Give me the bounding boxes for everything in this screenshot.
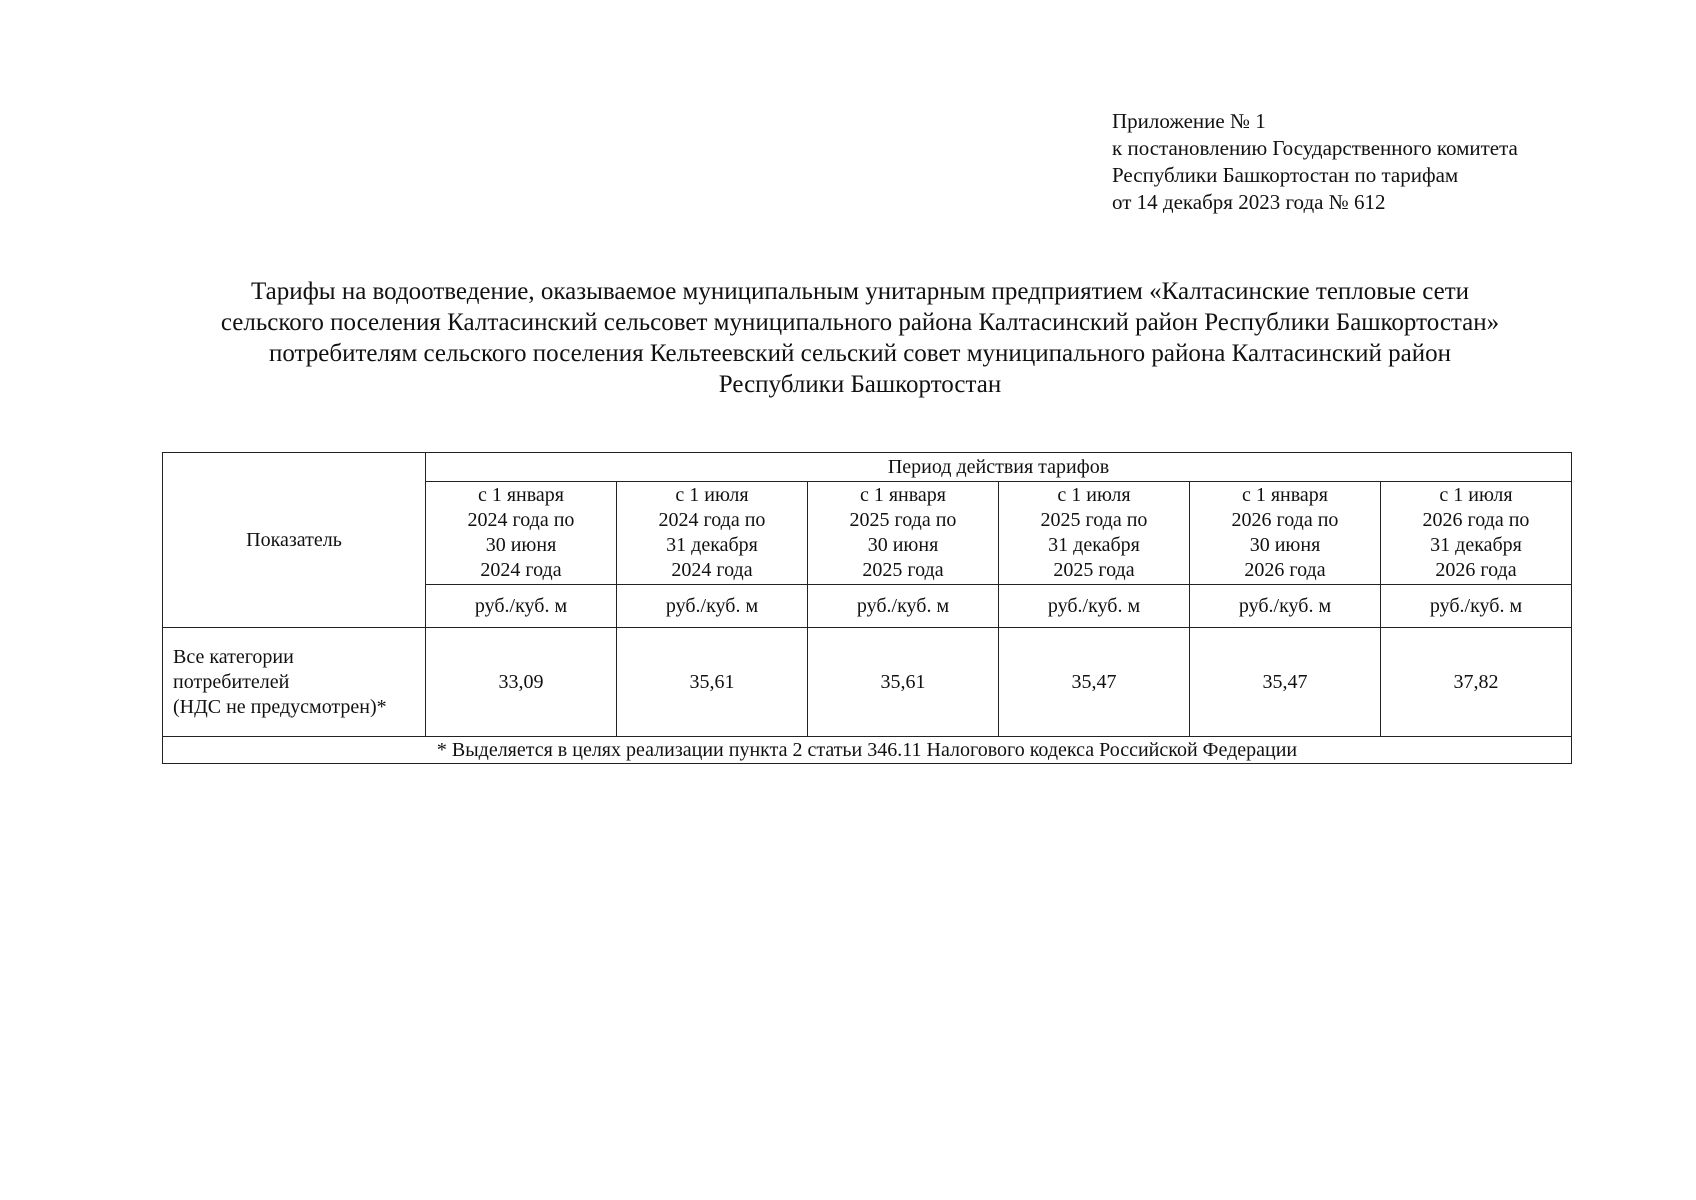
period-cell (617, 482, 808, 585)
title-line: сельского поселения Калтасинский сельсовет муниципального района Калтасинский район Республики Башкортостан» (220, 309, 1500, 336)
period-line: 2025 года (1053, 559, 1135, 581)
document-title (120, 276, 1600, 400)
appendix-line: от 14 декабря 2023 года № 612 (1112, 190, 1386, 214)
period-line: 2026 года (1435, 559, 1517, 581)
period-cell (1190, 482, 1381, 585)
tariff-value: 33,09 (426, 628, 617, 737)
indicator-header: Показатель (163, 453, 426, 628)
title-line: Республики Башкортостан (718, 371, 1002, 398)
period-line: 2025 года (862, 559, 944, 581)
tariff-value: 35,61 (617, 628, 808, 737)
title-line: Тарифы на водоотведение, оказываемое муниципальным унитарным предприятием «Калтасинские тепловые сети (250, 278, 1470, 305)
period-line: 2024 года по (467, 509, 575, 531)
period-cell (999, 482, 1190, 585)
period-line: с 1 июля (675, 484, 749, 506)
row-label-line: (НДС не предусмотрен)* (173, 695, 387, 718)
footnote-row (163, 737, 1572, 764)
appendix-line: Республики Башкортостан по тарифам (1112, 163, 1459, 187)
tariff-value: 35,47 (1190, 628, 1381, 737)
period-cell (808, 482, 999, 585)
period-line: 31 декабря (666, 534, 758, 556)
period-line: 2024 года по (658, 509, 766, 531)
period-line: 2026 года по (1231, 509, 1339, 531)
unit-cell: руб./куб. м (808, 585, 999, 628)
period-line: 2024 года (480, 559, 562, 581)
period-line: 2026 года (1244, 559, 1326, 581)
unit-cell: руб./куб. м (999, 585, 1190, 628)
title-line: потребителям сельского поселения Кельтеевский сельский совет муниципального района Калтасинский район (268, 340, 1452, 367)
period-line: 2025 года по (849, 509, 957, 531)
period-line: с 1 июля (1057, 484, 1131, 506)
period-line: с 1 января (859, 484, 947, 506)
period-line: с 1 июля (1439, 484, 1513, 506)
period-line: 30 июня (485, 534, 557, 556)
period-line: с 1 января (477, 484, 565, 506)
period-line: 31 декабря (1048, 534, 1140, 556)
row-label-line: Все категории (173, 645, 294, 668)
tariff-value: 37,82 (1381, 628, 1572, 737)
period-line: с 1 января (1241, 484, 1329, 506)
appendix-block (1112, 108, 1518, 216)
period-cell (426, 482, 617, 585)
table-row (163, 628, 1572, 737)
tariff-value: 35,47 (999, 628, 1190, 737)
row-label (163, 628, 426, 737)
unit-cell: руб./куб. м (617, 585, 808, 628)
appendix-line: к постановлению Государственного комитета (1112, 136, 1518, 160)
unit-cell: руб./куб. м (1190, 585, 1381, 628)
period-header: Период действия тарифов (426, 453, 1572, 482)
period-cell (1381, 482, 1572, 585)
period-line: 30 июня (1249, 534, 1321, 556)
period-line: 31 декабря (1430, 534, 1522, 556)
period-line: 2026 года по (1422, 509, 1530, 531)
row-label-line: потребителей (173, 670, 290, 693)
unit-cell: руб./куб. м (426, 585, 617, 628)
table-header-row (163, 453, 1572, 482)
appendix-line: Приложение № 1 (1112, 109, 1266, 133)
period-line: 2025 года по (1040, 509, 1148, 531)
footnote: * Выделяется в целях реализации пункта 2 статьи 346.11 Налогового кодекса Российской Федерации (163, 737, 1572, 764)
tariff-value: 35,61 (808, 628, 999, 737)
period-line: 30 июня (867, 534, 939, 556)
period-line: 2024 года (671, 559, 753, 581)
tariffs-table (162, 452, 1572, 764)
unit-cell: руб./куб. м (1381, 585, 1572, 628)
